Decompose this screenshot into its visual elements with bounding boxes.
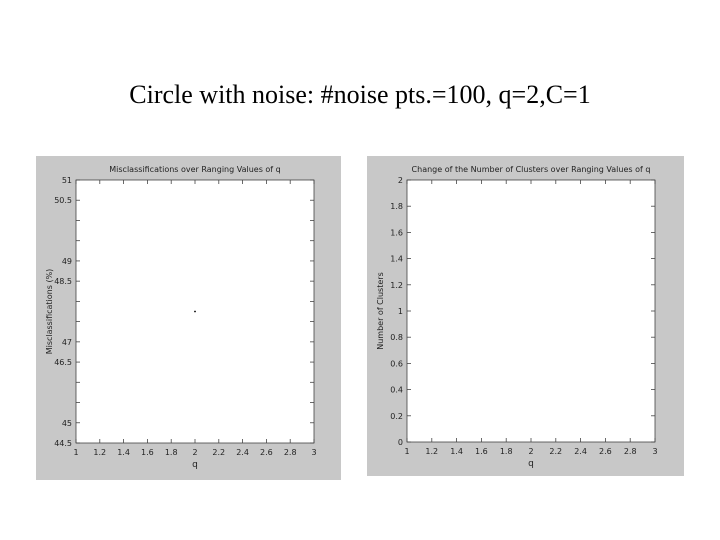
x-tick-label: 2.8: [623, 447, 637, 456]
chart-panel-clusters: [367, 156, 684, 476]
x-tick-label: 2.6: [599, 447, 612, 456]
y-tick-label: 0.4: [390, 385, 403, 395]
clusters-chart: [367, 156, 684, 476]
y-tick-label: 0.2: [390, 411, 403, 421]
x-tick-label: 3: [652, 447, 658, 456]
x-tick-label: 1.8: [164, 448, 178, 457]
y-tick-label: 0: [397, 438, 403, 447]
x-tick-label: 3: [311, 448, 317, 457]
x-tick-label: 2.8: [283, 448, 297, 457]
x-tick-label: 1.6: [141, 448, 154, 457]
y-tick-label: 46.5: [54, 358, 72, 368]
slide-title: Circle with noise: #noise pts.=100, q=2,C=1: [129, 80, 591, 109]
y-axis-label: Number of Clusters: [376, 272, 385, 350]
y-tick-label: 49: [61, 256, 72, 266]
y-tick-label: 2: [397, 176, 403, 185]
x-tick-label: 1.8: [499, 447, 513, 456]
x-tick-label: 2.2: [549, 447, 563, 456]
y-tick-label: 0.8: [390, 333, 403, 343]
chart-panel-misclassifications: [36, 156, 341, 480]
y-tick-label: 1.8: [390, 202, 403, 212]
y-tick-label: 1.4: [390, 254, 403, 264]
misclassifications-chart: [36, 156, 341, 480]
x-axis-label: q: [192, 460, 198, 470]
x-tick-label: 1.4: [117, 448, 130, 457]
x-tick-label: 2: [192, 448, 198, 457]
y-tick-label: 44.5: [54, 439, 72, 448]
x-tick-label: 2.2: [212, 448, 226, 457]
x-tick-label: 1.2: [425, 447, 439, 456]
x-tick-label: 2: [528, 447, 534, 456]
data-point: [194, 311, 196, 313]
x-tick-label: 2.4: [574, 447, 587, 456]
chart-title: Change of the Number of Clusters over Ranging Values of q: [411, 165, 651, 174]
y-tick-label: 1: [397, 307, 403, 316]
x-tick-label: 1.2: [93, 448, 107, 457]
x-tick-label: 2.6: [260, 448, 273, 457]
y-tick-label: 51: [61, 176, 72, 185]
x-tick-label: 1.6: [475, 447, 488, 456]
x-axis-label: q: [528, 459, 534, 469]
y-tick-label: 1.2: [390, 280, 403, 290]
y-tick-label: 45: [61, 418, 72, 428]
y-tick-label: 50.5: [54, 196, 72, 206]
x-tick-label: 2.4: [236, 448, 249, 457]
x-tick-label: 1: [73, 448, 79, 457]
chart-title: Misclassifications over Ranging Values of q: [109, 165, 281, 174]
y-tick-label: 0.6: [390, 359, 403, 369]
y-axis-label: Misclassifications (%): [45, 268, 54, 355]
x-tick-label: 1.4: [450, 447, 463, 456]
y-tick-label: 47: [61, 337, 72, 347]
x-tick-label: 1: [404, 447, 410, 456]
plot-area: [407, 180, 655, 442]
y-tick-label: 48.5: [54, 277, 72, 287]
y-tick-label: 1.6: [390, 228, 403, 238]
